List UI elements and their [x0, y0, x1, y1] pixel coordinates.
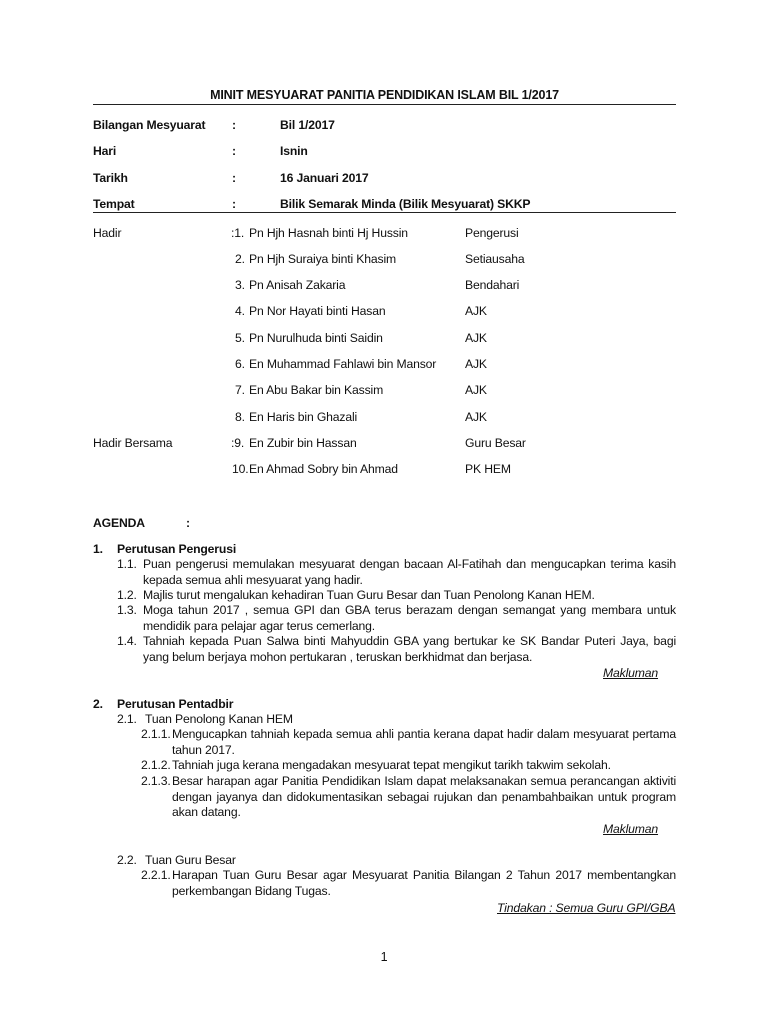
item-number: 1.4.: [117, 634, 137, 648]
subsection-title: Tuan Penolong Kanan HEM: [145, 712, 293, 726]
section-title: Perutusan Pengerusi: [117, 542, 237, 556]
item-number: 2.1.3.: [141, 774, 171, 788]
attendance-role: PK HEM: [465, 462, 511, 476]
attendance-name: Pn Hjh Hasnah binti Hj Hussin: [249, 226, 408, 240]
attendance-role: AJK: [465, 304, 487, 318]
attendance-number: :1.: [231, 226, 245, 240]
attendance-role: Bendahari: [465, 278, 520, 292]
info-label: Tempat: [93, 197, 135, 211]
subsection-number: 2.2.: [117, 853, 137, 867]
attendance-number: 4.: [235, 304, 245, 318]
info-value: Bil 1/2017: [280, 118, 335, 132]
section-number: 1.: [93, 542, 103, 556]
agenda-item: [117, 557, 676, 588]
info-value: Bilik Semarak Minda (Bilik Mesyuarat) SKKP: [280, 197, 531, 211]
attendance-role: Setiausaha: [465, 252, 525, 266]
attendance-name: Pn Hjh Suraiya binti Khasim: [249, 252, 397, 266]
info-colon: :: [232, 144, 236, 158]
subsection-heading: [117, 712, 293, 726]
note-makluman: Makluman: [603, 666, 659, 680]
agenda-item: [117, 634, 676, 665]
agenda-item: [117, 603, 676, 634]
attendance-name: En Haris bin Ghazali: [249, 410, 358, 424]
item-text: Majlis turut mengalukan kehadiran Tuan Guru Besar dan Tuan Penolong Kanan HEM.: [143, 588, 595, 602]
info-label: Hari: [93, 144, 117, 158]
info-label: Bilangan Mesyuarat: [93, 118, 206, 132]
info-label: Tarikh: [93, 171, 128, 185]
attendance-role: AJK: [465, 410, 487, 424]
info-colon: :: [232, 171, 236, 185]
item-number: 1.1.: [117, 557, 137, 571]
subsection-heading: [117, 853, 236, 867]
item-text: Mengucapkan tahniah kepada semua ahli pantia kerana dapat hadir dalam mesyuarat pertama tahun 2017.: [172, 727, 676, 757]
title-rule: [93, 104, 676, 105]
attendance-row: [93, 410, 676, 426]
agenda-heading: [93, 516, 190, 530]
attendance-group: Hadir Bersama: [93, 436, 173, 450]
item-number: 1.2.: [117, 588, 137, 602]
attendance-row: [93, 383, 676, 399]
attendance-row: [93, 252, 676, 268]
note-makluman: Makluman: [603, 822, 659, 836]
section-heading: [93, 542, 236, 556]
attendance-name: Pn Nurulhuda binti Saidin: [249, 331, 383, 345]
item-text: Tahniah kepada Puan Salwa binti Mahyuddin GBA yang bertukar ke SK Bandar Puteri Jaya, bagi yang belum berjaya mohon pertukaran , teruskan berkhidmat dan berjasa.: [143, 634, 676, 664]
item-number: 2.1.2.: [141, 758, 171, 772]
item-text: Harapan Tuan Guru Besar agar Mesyuarat Panitia Bilangan 2 Tahun 2017 membentangkan perkembangan Bidang Tugas.: [172, 868, 676, 898]
attendance-role: Guru Besar: [465, 436, 526, 450]
section-title: Perutusan Pentadbir: [117, 697, 234, 711]
subsection-title: Tuan Guru Besar: [145, 853, 236, 867]
attendance-number: :9.: [231, 436, 245, 450]
item-text: Besar harapan agar Panitia Pendidikan Islam dapat melaksanakan semua perancangan aktiviti dengan jayanya dan didokumentasikan sebagai rujukan dan penambahbaikan untuk program akan datang.: [172, 774, 676, 820]
item-number: 1.3.: [117, 603, 137, 617]
subsection-number: 2.1.: [117, 712, 137, 726]
agenda-item: [117, 588, 676, 604]
info-row-tempat: [93, 197, 676, 213]
attendance-number: 2.: [235, 252, 245, 266]
attendance-name: En Ahmad Sobry bin Ahmad: [249, 462, 398, 476]
document-title: MINIT MESYUARAT PANITIA PENDIDIKAN ISLAM BIL 1/2017: [210, 88, 559, 102]
attendance-row: [93, 357, 676, 373]
agenda-colon: :: [186, 516, 190, 530]
info-row-hari: [93, 144, 676, 160]
page-number: 1: [380, 950, 388, 964]
attendance-number: 5.: [235, 331, 245, 345]
attendance-role: AJK: [465, 383, 487, 397]
item-text: Tahniah juga kerana mengadakan mesyuarat tepat mengikut tarikh takwim sekolah.: [172, 758, 611, 772]
attendance-row: [93, 304, 676, 320]
attendance-name: En Muhammad Fahlawi bin Mansor: [249, 357, 437, 371]
attendance-role: AJK: [465, 357, 487, 371]
attendance-row: [93, 331, 676, 347]
info-row-tarikh: [93, 171, 676, 187]
attendance-group: Hadir: [93, 226, 122, 240]
attendance-name: En Zubir bin Hassan: [249, 436, 357, 450]
info-colon: :: [232, 197, 236, 211]
attendance-name: Pn Nor Hayati binti Hasan: [249, 304, 386, 318]
attendance-number: 7.: [235, 383, 245, 397]
attendance-row: [93, 226, 676, 242]
item-number: 2.2.1.: [141, 868, 171, 882]
attendance-row: [93, 278, 676, 294]
attendance-number: 6.: [235, 357, 245, 371]
info-colon: :: [232, 118, 236, 132]
info-rule: [93, 212, 676, 213]
note-tindakan: Tindakan : Semua Guru GPI/GBA: [497, 901, 676, 915]
attendance-role: AJK: [465, 331, 487, 345]
section-heading: [93, 697, 233, 711]
attendance-row: [93, 436, 676, 452]
agenda-subitem: [141, 758, 676, 774]
info-value: 16 Januari 2017: [280, 171, 369, 185]
agenda-subitem: [141, 774, 676, 821]
attendance-name: Pn Anisah Zakaria: [249, 278, 346, 292]
attendance-name: En Abu Bakar bin Kassim: [249, 383, 384, 397]
info-row-bilangan: [93, 118, 676, 134]
agenda-subitem: [141, 727, 676, 758]
item-text: Puan pengerusi memulakan mesyuarat dengan bacaan Al-Fatihah dan mengucapkan terima kasih kepada semua ahli mesyuarat yang hadir.: [143, 557, 676, 587]
section-number: 2.: [93, 697, 103, 711]
item-text: Moga tahun 2017 , semua GPI dan GBA terus berazam dengan semangat yang membara untuk mendidik para pelajar agar terus cemerlang.: [143, 603, 676, 633]
attendance-number: 8.: [235, 410, 245, 424]
attendance-role: Pengerusi: [465, 226, 519, 240]
agenda-label: AGENDA: [93, 516, 145, 530]
attendance-number: 3.: [235, 278, 245, 292]
item-number: 2.1.1.: [141, 727, 171, 741]
attendance-row: [93, 462, 676, 478]
info-value: Isnin: [280, 144, 308, 158]
agenda-subitem: [141, 868, 676, 899]
attendance-number: 10.: [232, 462, 249, 476]
